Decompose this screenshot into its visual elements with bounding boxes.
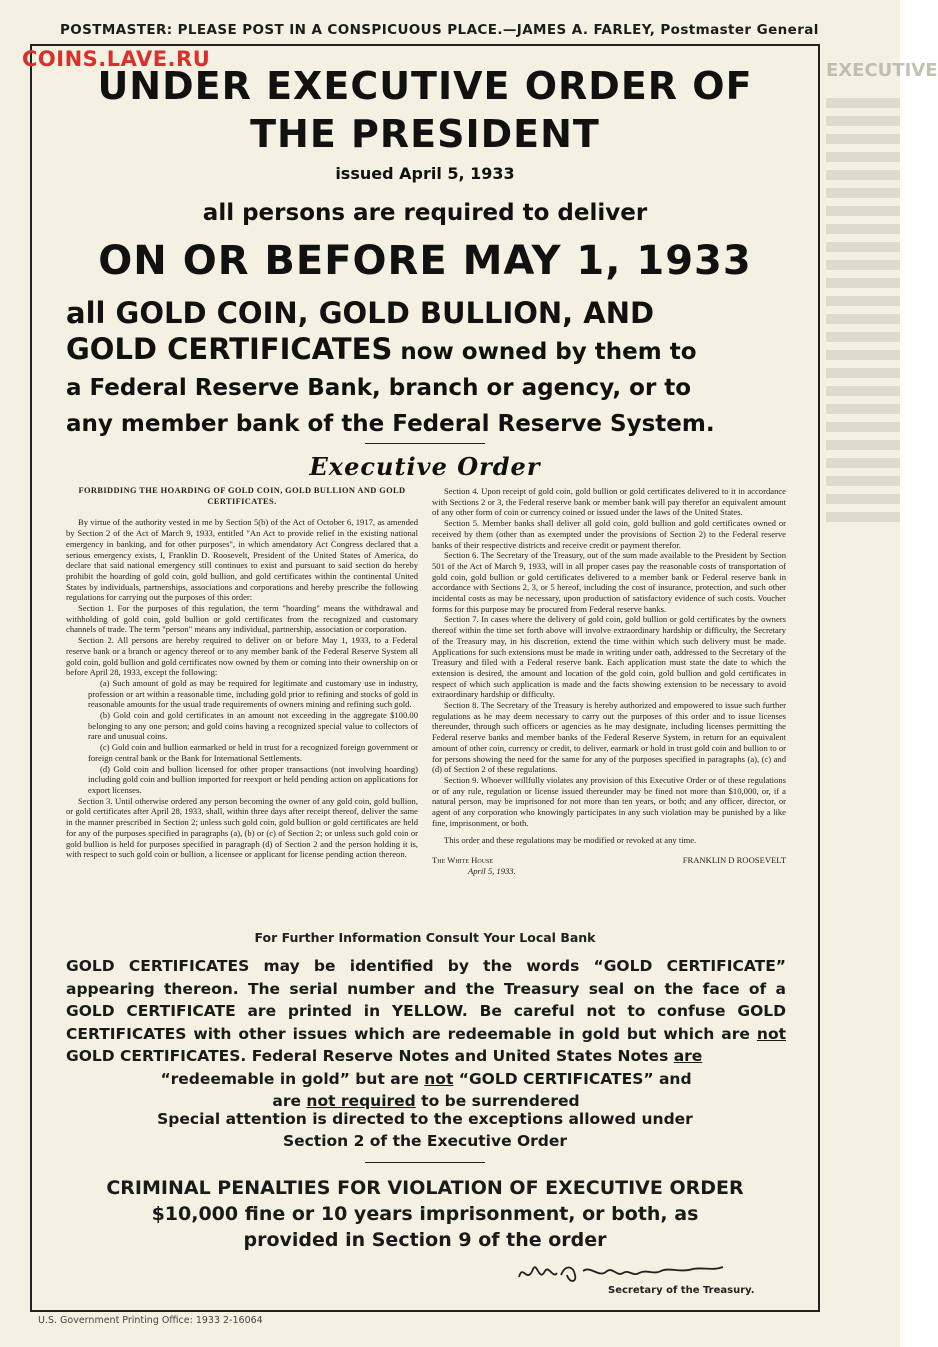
printer-credit: U.S. Government Printing Office: 1933 2-16064 — [38, 1315, 263, 1326]
special-attention — [30, 1108, 820, 1152]
postmaster-notice: POSTMASTER: PLEASE POST IN A CONSPICUOUS PLACE.—JAMES A. FARLEY, Postmaster General — [60, 22, 819, 38]
headline-line-2: THE PRESIDENT — [250, 112, 600, 156]
notice-text: to be surrendered — [415, 1092, 580, 1110]
attention-line-1: Special attention is directed to the exceptions allowed under — [157, 1110, 693, 1128]
order-paragraph: By virtue of the authority vested in me by Section 5(b) of the Act of October 6, 1917, as amended by Section 2 of the Act of March 9, 1933, entitled "An Act to provide relief in the existing national emergency in banking, and for other purposes", in which amendatory Act Congress declared that a serious emergency exists, I, Franklin D. Roosevelt, President of the United States of America, do declare that said national emergency still continues to exist and pursuant to said section do hereby prohibit the hoarding of gold coin, gold bullion, and gold certificates within the continental United States by individuals, partnerships, associations and corporations and hereby prescribe the following regulations for carrying out the purposes of this order: — [66, 517, 418, 603]
divider-rule — [365, 1162, 485, 1163]
order-paragraph: Section 5. Member banks shall deliver all gold coin, gold bullion and gold certificates owned or received by them (other than as exempted under the provisions of Section 2) to the Federal reserve banks of their respective districts and receive credit or payment therefor. — [432, 518, 786, 550]
headline-line-1: UNDER EXECUTIVE ORDER OF — [97, 64, 753, 108]
order-paragraph: Section 8. The Secretary of the Treasury is hereby authorized and empowered to issue such further regulations as he may deem necessary to carry out the purposes of this order and to issue licenses thereunder, through such officers or agencies as he may designate, including licenses permitting the Federal reserve banks and member banks of the Federal Reserve System, in return for an equivalent amount of other coin, currency or credit, to deliver, earmark or hold in trust gold coin and bullion to or for persons showing the need for the same for any of the purposes specified in paragraphs (a), (c) and (d) of Section 2 of these regulations. — [432, 700, 786, 775]
order-paragraph: Section 1. For the purposes of this regulation, the term "hoarding" means the withdrawal and withholding of gold coin, gold bullion or gold certificates from the recognized and customary channels of trade. The term "person" means any individual, partnership, association or corporation. — [66, 603, 418, 635]
penalty-line-3: provided in Section 9 of the order — [243, 1229, 607, 1251]
signature-line — [432, 855, 786, 866]
notice-not: not — [756, 1024, 786, 1043]
secretary-title: Secretary of the Treasury. — [608, 1285, 755, 1296]
notice-not: not — [424, 1069, 454, 1088]
site-watermark: COINS.LAVE.RU — [22, 47, 211, 71]
order-date: April 5, 1933. — [468, 865, 516, 876]
order-paragraph: Section 7. In cases where the delivery of gold coin, gold bullion or gold certificates by the owners thereof within the time set forth above will involve extraordinary hardship or difficulty, the Secretary of the Treasury may, in his discretion, extend the time within which such delivery must be made. Applications for such extensions must be made in writing under oath, addressed to the Secretary of the Treasury and filed with a Federal reserve bank. Each application must state the date to which the extension is desired, the amount and location of the gold coin, gold bullion and gold certificates in respect of which such application is made and the facts showing extension to be necessary to avoid extraordinary hardship or difficulty. — [432, 614, 786, 700]
gold-certificates-text: GOLD CERTIFICATES — [66, 332, 393, 366]
exception-paragraph: (d) Gold coin and bullion licensed for other proper transactions (not involving hoarding) including gold coin and bullion imported for reexport or held pending action on applications for export licenses. — [88, 763, 418, 795]
order-heading: FORBIDDING THE HOARDING OF GOLD COIN, GOLD BULLION AND GOLD CERTIFICATES. — [78, 486, 406, 506]
gold-certificate-notice — [66, 955, 786, 1113]
order-paragraph: Section 4. Upon receipt of gold coin, gold bullion or gold certificates delivered to it in accordance with Sections 2 or 3, the Federal reserve bank or member bank will pay therefor an equivalent amount of any other form of coin or currency coined or issued under the laws of the United States. — [432, 486, 786, 518]
order-right-column — [432, 486, 786, 877]
consult-bank-line: For Further Information Consult Your Local Bank — [254, 930, 596, 945]
criminal-penalties — [30, 1175, 820, 1253]
notice-text: are — [272, 1092, 307, 1110]
notice-line — [66, 1068, 786, 1091]
penalty-line-1: CRIMINAL PENALTIES FOR VIOLATION OF EXECUTIVE ORDER — [106, 1177, 744, 1199]
gold-line-1: all GOLD COIN, GOLD BULLION, AND — [66, 296, 655, 330]
exception-paragraph: (a) Such amount of gold as may be required for legitimate and customary use in industry, profession or art within a reasonable time, including gold prior to refining and stocks of gold in reasonable amounts for the usual trade requirements of owners mining and refining such gold. — [88, 677, 418, 710]
president-signer: FRANKLIN D ROOSEVELT — [682, 855, 786, 866]
notice-text: GOLD CERTIFICATES may be identified by the words “GOLD CERTIFICATE” appearing thereon. The serial number and the Treasury seal on the face of a GOLD CERTIFICATE are printed in YELLOW. Be careful not to confuse GOLD CERTIFICATES with other issues which are redeemable in gold but which are — [66, 957, 786, 1043]
member-line: any member bank of the Federal Reserve System. — [66, 411, 715, 437]
deadline-line: ON OR BEFORE MAY 1, 1933 — [98, 238, 752, 284]
notice-are: are — [673, 1047, 703, 1065]
order-paragraph: This order and these regulations may be modified or revoked at any time. — [444, 834, 697, 845]
notice-text: “GOLD CERTIFICATES” and — [453, 1069, 692, 1088]
notice-text: “redeemable in gold” but are — [160, 1069, 425, 1088]
bleed-through-text: EXECUTIVE — [826, 60, 900, 1340]
order-paragraph: Section 9. Whoever willfully violates any provision of this Executive Order or of these regulations or of any rule, regulation or license issued thereunder may be fined not more than $10,000, or, if a natural person, may be imprisoned for not more than ten years, or both; and any officer, director, or agent of any corporation who knowingly participates in any such violation may be punished by a like fine, imprisonment, or both. — [432, 774, 786, 828]
bank-line: a Federal Reserve Bank, branch or agency, or to — [66, 375, 692, 401]
required-line: all persons are required to deliver — [202, 200, 648, 226]
attention-line-2: Section 2 of the Executive Order — [282, 1132, 568, 1150]
penalty-line-2: $10,000 fine or 10 years imprisonment, or both, as — [151, 1203, 699, 1225]
exception-paragraph: (b) Gold coin and gold certificates in an amount not exceeding in the aggregate $100.00 belonging to any one person; and gold coins having a recognized special value to collectors of rare and unusual coins. — [88, 710, 418, 742]
order-paragraph: Section 2. All persons are hereby required to deliver on or before May 1, 1933, to a Federal reserve bank or a branch or agency thereof or to any member bank of the Federal Reserve System all gold coin, gold bullion and gold certificates now owned by them or coming into their ownership on or before April 28, 1933, except the following: — [66, 635, 418, 678]
divider-rule — [365, 443, 485, 444]
order-paragraph: Section 3. Until otherwise ordered any person becoming the owner of any gold coin, gold bullion, or gold certificates after April 28, 1933, shall, within three days after receipt thereof, deliver the same in the manner prescribed in Section 2; unless such gold coin, gold bullion or gold certificates are held for any of the purposes specified in paragraphs (a), (b) or (c) of Section 2; or unless such gold coin or gold bullion is held for purposes specified in paragraph (d) of Section 2 and the person holding it is, with respect to such gold coin or bullion, a licensee or applicant for license pending action thereon. — [66, 795, 418, 860]
executive-order-title: Executive Order — [309, 452, 541, 481]
exception-paragraph: (c) Gold coin and bullion earmarked or held in trust for a recognized foreign government or foreign central bank or the Bank for International Settlements. — [88, 742, 418, 763]
gold-delivery-block — [66, 295, 786, 442]
order-paragraph: Section 6. The Secretary of the Treasury, out of the sum made available to the President by Section 501 of the Act of March 9, 1933, will in all proper cases pay the reasonable costs of transportation of gold coin, gold bullion or gold certificates delivered to a member bank or Federal reserve bank in accordance with Sections 2, 3, or 5 hereof, including the cost of insurance, protection, and such other incidental costs as may be necessary, upon production of satisfactory evidence of such costs. Voucher forms for this purpose may be procured from Federal reserve banks. — [432, 550, 786, 614]
notice-not-required: not required — [306, 1092, 416, 1110]
issued-date: issued April 5, 1933 — [335, 164, 515, 183]
notice-text: GOLD CERTIFICATES. Federal Reserve Notes and United States Notes — [66, 1047, 674, 1065]
owned-text: now owned by them to — [392, 339, 697, 365]
white-house-label: The White House — [432, 855, 494, 866]
order-left-column — [66, 486, 418, 860]
